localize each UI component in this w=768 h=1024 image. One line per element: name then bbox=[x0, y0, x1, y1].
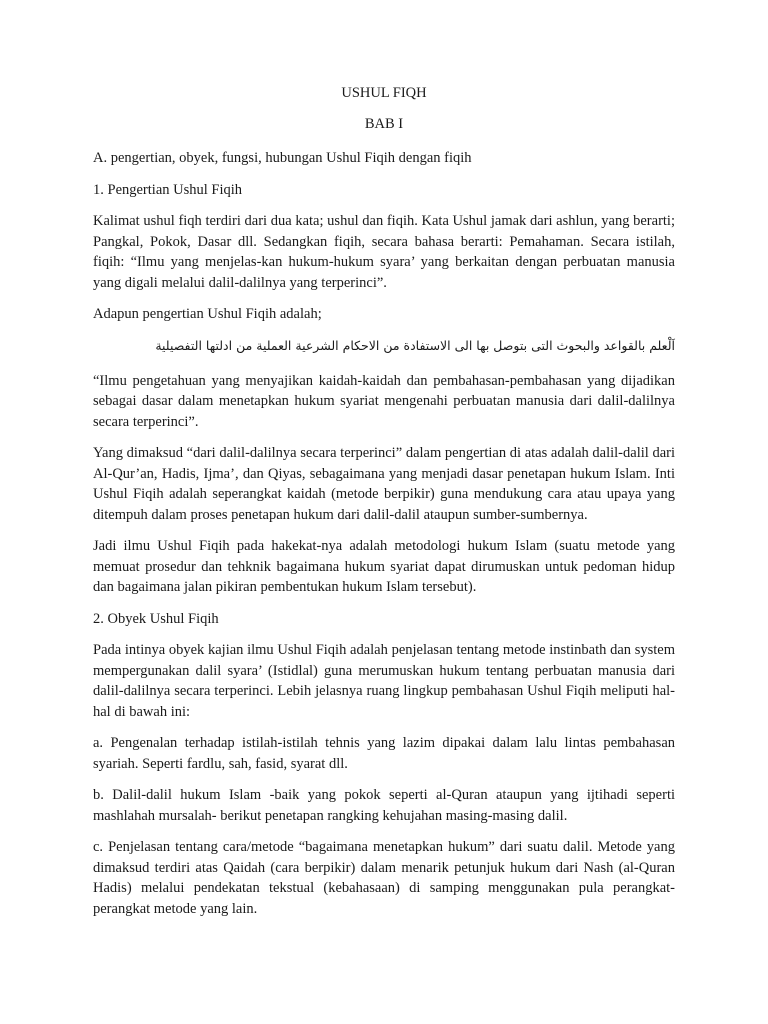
paragraph-pada-intinya: Pada intinya obyek kajian ilmu Ushul Fiqih adalah penjelasan tentang metode instinbath dan system mempergunakan dalil syara’ (Istidlal) guna merumuskan hukum tentang perbuatan manusia dari dalil-dalilnya secara terperinci. Lebih jelasnya ruang lingkup pembahasan Ushul Fiqih meliputi hal-hal di bawah ini: bbox=[93, 642, 675, 720]
list-item-a: a. Pengenalan terhadap istilah-istilah tehnis yang lazim dipakai dalam lalu lintas pembahasan syariah. Seperti fardlu, sah, fasid, syarat dll. bbox=[93, 735, 675, 772]
list-item-c: c. Penjelasan tentang cara/metode “bagaimana menetapkan hukum” dari suatu dalil. Metode yang dimaksud terdiri atas Qaidah (cara berpikir) dalam menarik petunjuk hukum dari Nash (al-Quran Hadis) melalui pendekatan tekstual (kebahasaan) di samping menggunakan pula perangkat-perangkat metode yang lain. bbox=[93, 839, 675, 917]
paragraph-yang-dimaksud: Yang dimaksud “dari dalil-dalilnya secara terperinci” dalam pengertian di atas adalah dalil-dalil dari Al-Qur’an, Hadis, Ijma’, dan Qiyas, sebagaimana yang menjadi dasar penetapan hukum Islam. Inti Ushul Fiqih adalah seperangkat kaidah (metode berpikir) guna mendukung cara atau upaya yang ditempuh dalam proses penetapan hukum dari dalil-dalil ataupun sumber-sumbernya. bbox=[93, 445, 675, 523]
paragraph-adapun: Adapun pengertian Ushul Fiqih adalah; bbox=[93, 306, 322, 322]
paragraph-ilmu-pengetahuan: “Ilmu pengetahuan yang menyajikan kaidah-kaidah dan pembahasan-pembahasan yang dijadikan sebagai dasar dalam menetapkan hukum syariat mengenahi perbuatan manusia dari dalil-dalilnya secara terperinci”. bbox=[93, 372, 675, 430]
arabic-definition: اَلْعلم بالقواعد والبحوث التى بتوصل بها الى الاستفادة من الاحكام الشرعية العملية من ادلتها التفصيلية bbox=[155, 337, 675, 353]
document-title: USHUL FIQH bbox=[341, 85, 427, 101]
section-a-heading: A. pengertian, obyek, fungsi, hubungan Ushul Fiqih dengan fiqih bbox=[93, 150, 472, 166]
list-item-b: b. Dalil-dalil hukum Islam -baik yang pokok seperti al-Quran ataupun yang ijtihadi seperti mashlahah mursalah- berikut penetapan rangking kehujahan masing-masing dalil. bbox=[93, 787, 675, 824]
chapter-title: BAB I bbox=[364, 116, 404, 132]
paragraph-jadi-ilmu: Jadi ilmu Ushul Fiqih pada hakekat-nya adalah metodologi hukum Islam (suatu metode yang memuat prosedur dan tehknik bagaimana hukum syariat dapat dirumuskan untuk pedoman hidup dan bagaimana jalan pikiran pembentukan hukum Islam tersebut). bbox=[93, 538, 675, 595]
heading-obyek: 2. Obyek Ushul Fiqih bbox=[93, 610, 219, 627]
heading-pengertian: 1. Pengertian Ushul Fiqih bbox=[93, 181, 243, 198]
paragraph-kalimat-ushul: Kalimat ushul fiqh terdiri dari dua kata; ushul dan fiqih. Kata Ushul jamak dari ashlun, yang berarti; Pangkal, Pokok, Dasar dll. Sedangkan fiqih, secara bahasa berarti: Pemahaman. Secara istilah, fiqih: “Ilmu yang menjelas-kan hukum-hukum syara’ yang berkaitan dengan perbuatan manusia yang digali melalui dalil-dalilnya yang terperinci”. bbox=[93, 213, 675, 291]
